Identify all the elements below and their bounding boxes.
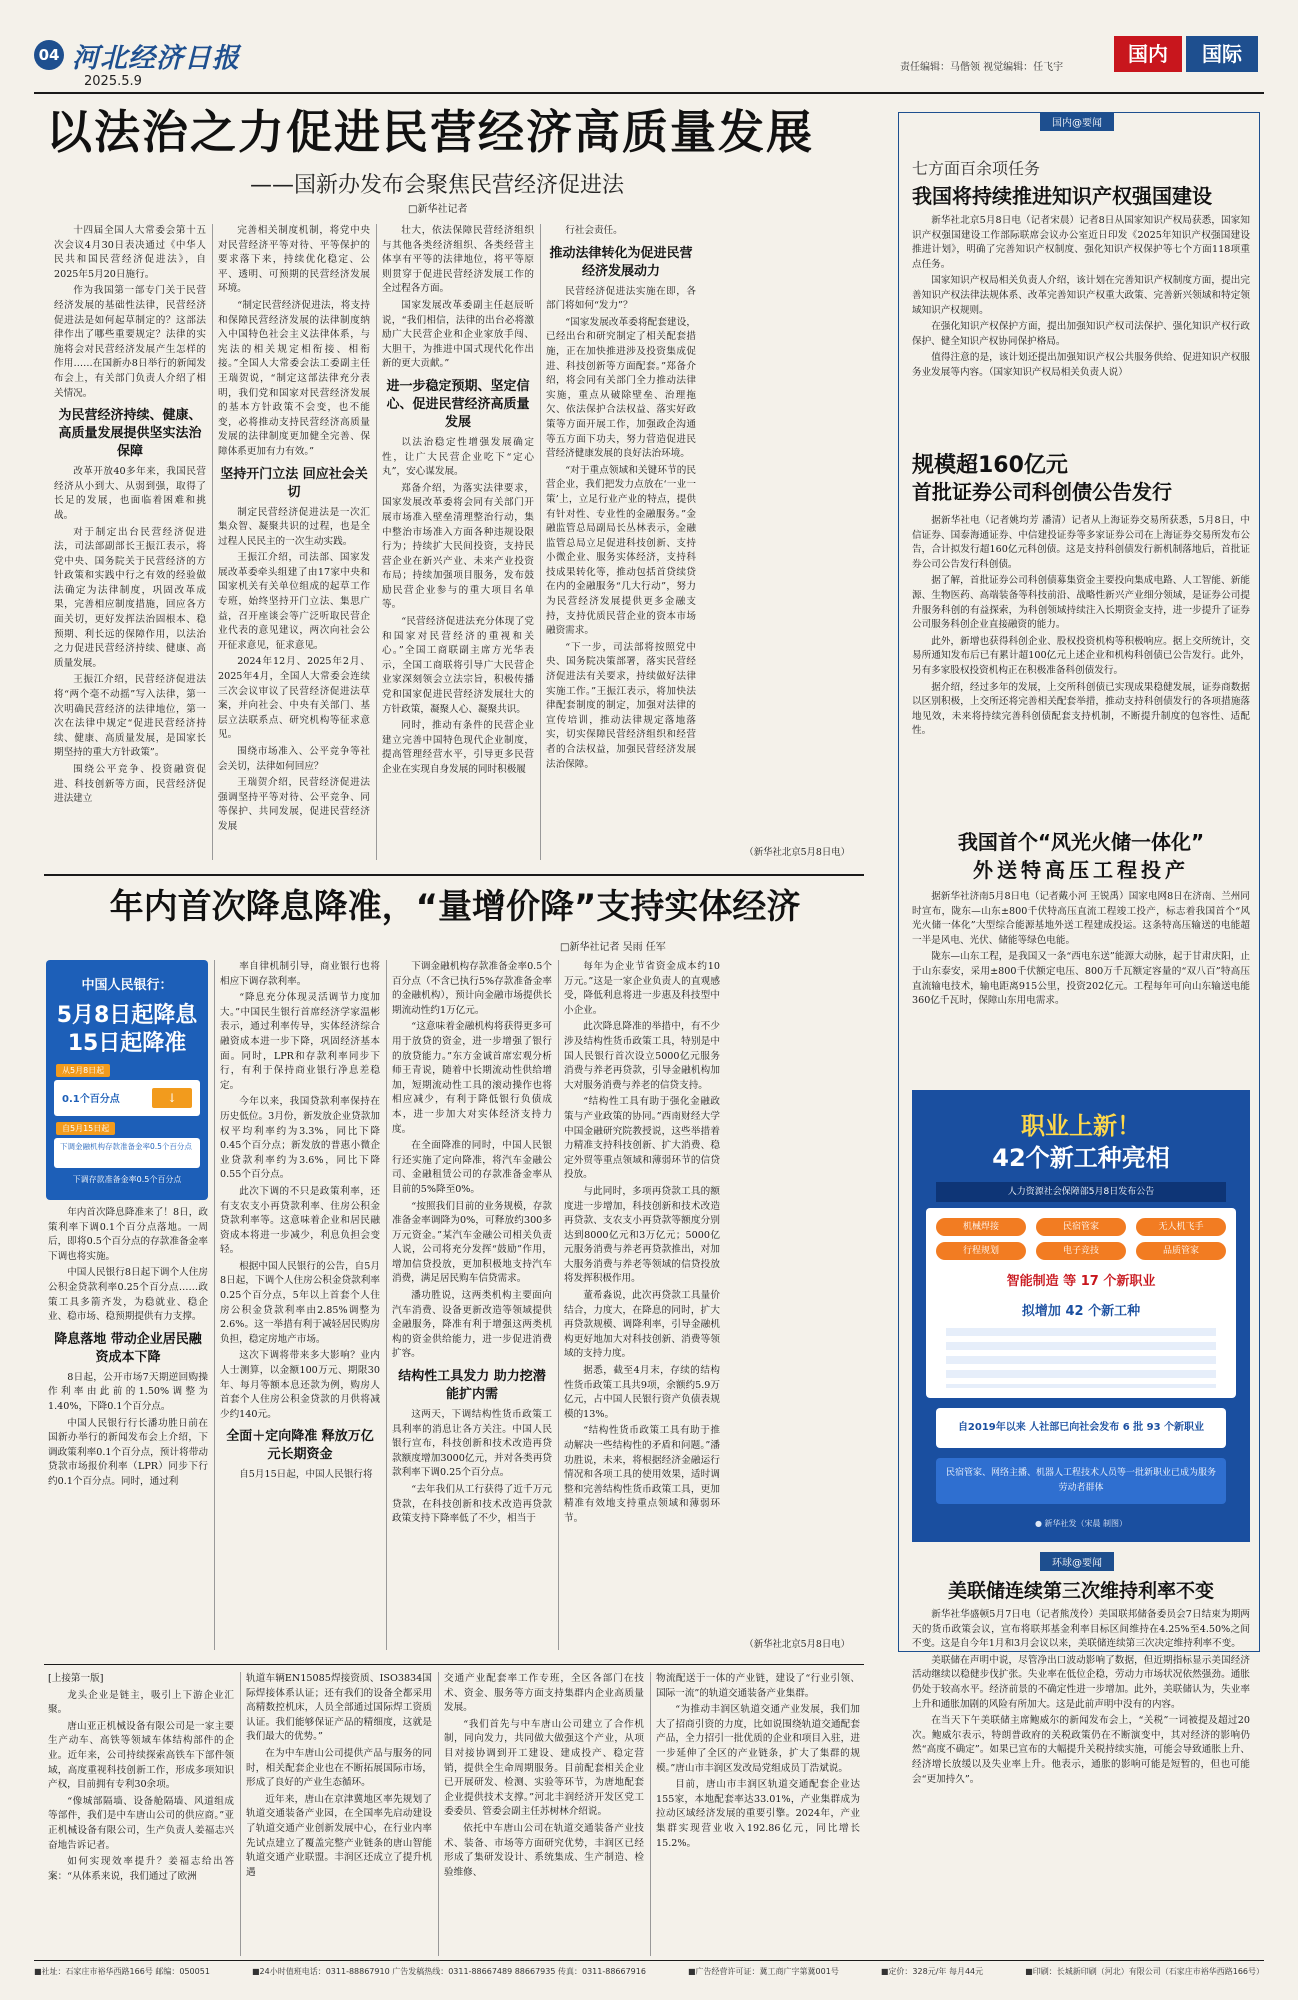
issue-date: 2025.5.9: [84, 74, 142, 89]
graphic-headline-2: 15日起降准: [67, 1031, 187, 1056]
graphic-footer: 下调存款准备金率0.5个百分点: [72, 1175, 182, 1184]
column-divider: [558, 960, 559, 1650]
continued-column-1: [48, 1672, 234, 1956]
lead-paragraph: 民营经济促进法实施在即，各部门将如何“发力”？: [546, 285, 696, 312]
rate-paragraph: “这意味着金融机构将获得更多可用于放贷的资金，进一步增强了银行的放贷能力。”东方金诚首席宏观分析师王青说，随着中长期流动性供给增加，短期流动性工具的滚动操作也将相应减少，有利于降低银行负债成本，进一步加大对实体经济支持力度。: [392, 1021, 552, 1135]
rate-paragraph: 董希淼说，此次再贷款工具量价结合，力度大，在降息的同时，扩大再贷款规模、调降利率，引导金融机构更好地加大对科技创新、消费等领域的支持力度。: [564, 1290, 720, 1360]
lead-paragraph: 行社会责任。: [565, 225, 623, 236]
continued-paragraph: 交通产业配套率工作专班，全区各部门在技术、资金、服务等方面支持集群内企业高质量发展。: [444, 1673, 644, 1714]
lead-paragraph: 国家发展改革委副主任赵辰昕说，“我们相信，法律的出台必将激励广大民营企业和企业家放手闯、大胆干，为推进中国式现代化作出新的更大贡献。”: [382, 299, 534, 370]
poster-panel: [926, 1208, 1236, 1398]
poster-tag: 机械焊接: [936, 1218, 1026, 1236]
continued-column-3: [444, 1672, 644, 1956]
rate-subheading: 降息落地 带动企业居民融资成本下降: [54, 1331, 202, 1365]
lead-subheading: 为民营经济持续、健康、高质量发展提供坚实法治保障: [58, 408, 202, 460]
editors-credit: 责任编辑：马偕领 视觉编辑：任飞宇: [900, 62, 1064, 73]
graphic-panel-2: [54, 1138, 200, 1168]
continued-paragraph: “为推动丰润区轨道交通产业发展，我们加大了招商引资的力度，比如说围绕轨道交通配套产品，全力招引一批优质的企业和项目入驻，进一步延伸了全区的产业链条，扩大了集群的规模。”唐山市丰润区发改局党组成员丁浩斌说。: [656, 1704, 860, 1774]
page-header: [0, 0, 1298, 110]
rate-column-4: [564, 960, 858, 1640]
fed-body: [912, 1608, 1250, 1956]
footer-address: ■社址：石家庄市裕华西路166号 邮编：050051: [34, 1967, 210, 1976]
rate-column-1: [48, 1206, 208, 1652]
lead-paragraph: 完善相关制度机制，将党中央对民营经济平等对待、平等保护的要求落下来，持续优化稳定、公平、透明、可预期的民营经济发展环境。: [218, 225, 370, 295]
continued-paragraph: 如何实现效率提升？姜福志给出答案：“从体系来说，我们通过了欧洲: [48, 1856, 234, 1882]
rate-paragraph: “结构性货币政策工具有助于推动解决一些结构性的矛盾和问题。”潘功胜说，未来，将根据经济金融运行情况和各项工具的使用效果，适时调整和完善结构性货币政策工具，更加精准有效地支持重点领域和薄弱环节。: [564, 1425, 720, 1524]
lead-paragraph: 围绕市场准入、公平竞争等社会关切，法律如何回应？: [218, 746, 370, 772]
lead-paragraph: 王瑞贺介绍，民营经济促进法强调坚持平等对待、公平竞争、同等保护、共同发展，促进民营经济发展: [218, 777, 370, 832]
rate-paragraph: 此次下调的不只是政策利率，还有支农支小再贷款利率、住房公积金贷款利率等。这意味着企业和居民融资成本将进一步减少，利息负担会变轻。: [220, 1185, 380, 1256]
rate-paragraph: 中国人民银行8日起下调个人住房公积金贷款利率0.25个百分点……政策工具多箭齐发，为稳就业、稳企业、稳市场、稳预期提供有力支撑。: [48, 1267, 208, 1323]
rate-dateline: （新华社北京5月8日电）: [744, 1639, 850, 1650]
continued-paragraph: 目前，唐山市丰润区轨道交通配套企业达155家，本地配套率达33.01%，产业集群成为拉动区域经济发展的重要引擎。2024年，产业集群实现营业收入192.86亿元，同比增长15.2%。: [656, 1779, 860, 1849]
column-divider: [540, 224, 541, 860]
poster-tag: 民宿管家: [1036, 1218, 1126, 1236]
lead-paragraph: 壮大，依法保障民营经济组织与其他各类经济组织、各类经营主体享有平等的法律地位，将平等原则贯穿于促进民营经济发展工作的全过程各方面。: [382, 225, 534, 295]
graphic-panel-text: 0.1个百分点: [62, 1094, 120, 1105]
continued-paragraph: [上接第一版]: [48, 1673, 104, 1684]
rate-paragraph: 据悉，截至4月末，存续的结构性货币政策工具共9项，余额约5.9万亿元，占中国人民银行资产负债表规模的13%。: [564, 1365, 720, 1420]
lead-subheading: 推动法律转化为促进民营经济发展动力: [549, 245, 693, 279]
rate-subheading: 结构性工具发力 助力挖潜能扩内需: [398, 1369, 546, 1403]
lead-paragraph: 十四届全国人大常委会第十五次会议4月30日表决通过《中华人民共和国民营经济促进法》，自2025年5月20日施行。: [54, 225, 206, 280]
rate-headline: 年内首次降息降准，“量增价降”支持实体经济: [109, 887, 801, 927]
lead-paragraph: 2024年12月、2025年2月、2025年4月，全国人大常委会连续三次会议审议了民营经济促进法草案，并向社会、中央有关部门、基层立法联系点、研究机构等征求意见。: [218, 656, 370, 741]
rate-paragraph: “降息充分体现灵活调节力度加大。”中国民生银行首席经济学家温彬表示，通过利率传导，实体经济综合融资成本进一步下降，巩固经济基本面。同时，LPR和存款利率同步下行，有利于保持商业银行净息差稳定。: [220, 992, 380, 1091]
poster-tag: 电子竞技: [1036, 1242, 1126, 1260]
lead-paragraph: 以法治稳定性增强发展确定性，让广大民营企业吃下“定心丸”，安心谋发展。: [382, 436, 534, 478]
continued-column-2: [246, 1672, 432, 1956]
continued-column-4: [656, 1672, 860, 1956]
lead-paragraph: “对于重点领域和关键环节的民营企业，我们把发力点放在‘一业一策’上，立足行业产业的特点，提供有针对性、专业性的金融服务。”金融监管总局副局长丛林表示，金融监管总局立足促进科技创新、支持小微企业、服务实体经济，支持科技成果转化等，推动包括首贷续贷在内的金融服务“几大行动”，努力为民营经济发展提供更多金融支持，支持优质民营企业的资本市场融资需求。: [546, 464, 696, 637]
lead-paragraph: 王振江介绍，民营经济促进法将“两个毫不动摇”写入法律，第一次明确民营经济的法律地位，第一次在法律中规定“促进民营经济持续、健康、高质量发展，是国家长期坚持的重大方针政策”。: [54, 674, 206, 759]
poster-title-1: 职业上新！: [1021, 1112, 1141, 1140]
poster-line-4: 民宿管家、网络主播、机器人工程技术人员等一批新职业已成为服务劳动者群体: [936, 1458, 1226, 1504]
continued-paragraph: 依托中车唐山公司在轨道交通装备产业技术、装备、市场等方面研究优势，丰润区已经形成了集研发设计、系统集成、生产制造、检验维修、: [444, 1822, 644, 1878]
fed-paragraph: 美联储在声明中说，尽管净出口波动影响了数据，但近期指标显示美国经济活动继续以稳健步伐扩张。失业率在低位企稳，劳动力市场状况依然强劲。通胀仍处于较高水平。经济前景的不确定性进一步增加。此外，美联储认为，失业率上升和通胀加剧的风险有所加大。这是此前声明中没有的内容。: [912, 1654, 1250, 1710]
rate-paragraph: 年内首次降息降准来了！8日，政策利率下调0.1个百分点落地。一周后，即将0.5个百分点的存款准备金率下调也将实施。: [48, 1207, 208, 1262]
graphic-tag-2: 自5月15日起: [56, 1122, 115, 1135]
footer-price: ■定价：328元/年 每月44元: [880, 1967, 984, 1976]
column-divider: [214, 960, 215, 1650]
column-divider: [240, 1672, 241, 1956]
tag-domestic-news: 国内@要闻: [1040, 112, 1114, 131]
lead-column-3: [382, 224, 534, 864]
rate-byline: □新华社记者 吴雨 任军: [560, 942, 666, 953]
rate-paragraph: “去年我们从工行获得了近千万元贷款，在科技创新和技术改造再贷款政策支持下降率低了不少，相当于: [392, 1484, 552, 1525]
power-body: [912, 890, 1250, 1076]
column-divider: [386, 960, 387, 1650]
tag-global-news: 环球@要闻: [1040, 1552, 1114, 1571]
lead-column-1: [54, 224, 206, 864]
lead-paragraph: “国家发展改革委将配套建设，已经出台和研究制定了相关配套措施，正在加快推进涉及投资集成促进、科技创新等方面配套。”郑备介绍，将会同有关部门全力推动法律实施，重点从破除壁垒、治理拖欠、依法保护合法权益、落实好政策等方面开展工作，加强政企沟通等五方面下功夫，努力营造促进民营经济健康发展的良好法治环境。: [546, 316, 696, 460]
rate-paragraph: 中国人民银行行长潘功胜日前在国新办举行的新闻发布会上介绍，下调政策利率0.1个百分点，预计将带动贷款市场报价利率（LPR）同步下行约0.1个百分点。同时，通过利: [48, 1417, 208, 1487]
graphic-panel-1: [54, 1080, 200, 1116]
rate-subheading: 全面＋定向降准 释放万亿元长期资金: [226, 1429, 374, 1463]
lead-paragraph: “下一步，司法部将按照党中央、国务院决策部署，落实民营经济促进法有关要求，持续做好法律实施工作。”王振江表示，将加快法律配套制度的制定，加强对法律的宣传培训，推动法律规定落地落实，切实保障民营经济组织和经营者的合法权益，加强民营经济发展法治保障。: [546, 641, 696, 770]
securities-paragraph: 据介绍，经过多年的发展，上交所科创债已实现成果稳健发展，证券商数据以区别积极，上交所还将完善相关配套举措，推动支持科创债发行的各项措施落地见效，未来将持续完善科创债配套支持机制，不断提升制度的包容性、适配性。: [912, 681, 1250, 737]
graphic-title: 中国人民银行：: [81, 978, 173, 993]
rate-paragraph: 此次降息降准的举措中，有不少涉及结构性货币政策工具，特别是中国人民银行首次设立5000亿元服务消费与养老再贷款，引导金融机构加大对服务消费与养老的信贷支持。: [564, 1021, 720, 1091]
page-footer: [34, 1966, 1264, 1986]
lead-paragraph: “制定民营经济促进法，将支持和保障民营经济发展的法律制度纳入中国特色社会主义法律体系，与宪法的相关规定相衔接、相衔接。”全国人大常委会法工委副主任王瑞贺说，“制定这部法律充分表明，我们党和国家对民营经济发展的基本方针政策不会变，也不能变，必将推动支持民营经济高质量发展的法律制度更加健全完善、保障体系更加有力有效。”: [218, 299, 370, 457]
rate-paragraph: 率自律机制引导，商业银行也将相应下调存款利率。: [220, 961, 380, 987]
graphic-panel-text: 下调金融机构存款准备金率0.5个百分点: [60, 1142, 192, 1151]
poster-line-2: 拟增加 42 个新工种: [1021, 1304, 1141, 1319]
securities-body: [912, 514, 1250, 808]
rate-paragraph: 根据中国人民银行的公告，自5月8日起，下调个人住房公积金贷款利率0.25个百分点，5年以上首套个人住房公积金贷款利率由2.85%调整为2.6%。这一举措有利于减轻居民购房负担，稳定房地产市场。: [220, 1260, 380, 1345]
graphic-headline-1: 5月8日起降息: [56, 1003, 198, 1028]
poster-subtitle: 人力资源社会保障部5月8日发布公告: [936, 1182, 1226, 1202]
lead-subheading: 坚持开门立法 回应社会关切: [220, 466, 368, 500]
poster-title-2: 42个新工种亮相: [992, 1144, 1170, 1172]
securities-paragraph: 据了解，首批证券公司科创债募集资金主要投向集成电路、人工智能、新能源、生物医药、高端装备等科技前沿、战略性新兴产业细分领域，是证券公司提升服务科创的有益探索，为科创领域持续注入长期资金支持，进一步提升了证券公司服务科创企业直接融资的能力。: [912, 575, 1250, 631]
rate-paragraph: 潘功胜说，这两类机构主要面向汽车消费、设备更新改造等领域提供金融服务，降准有利于增强这两类机构的资金供给能力，进一步促进消费扩容。: [392, 1290, 552, 1360]
lead-column-2: [218, 224, 370, 864]
continued-paragraph: 近年来，唐山在京津冀地区率先规划了轨道交通装备产业园，在全国率先启动建设了轨道交通产业创新发展中心，在行业内率先试点建立了覆盖完整产业链条的唐山智能轨道交通产业联盟。丰润区还成立了提升机遇: [246, 1793, 432, 1878]
ip-paragraph: 在强化知识产权保护方面，提出加强知识产权司法保护、强化知识产权行政保护、健全知识产权协同保护格局。: [912, 321, 1250, 347]
ip-headline: 我国将持续推进知识产权强国建设: [912, 184, 1212, 208]
power-paragraph: 据新华社济南5月8日电（记者戴小河 王锐禹）国家电网8日在济南、兰州同时宣布，陇东—山东±800千伏特高压直流工程竣工投产，标志着我国首个“风光火储一体化”大型综合能源基地外送工程建成投运。这条特高压输送的电能超一半是风电、光伏、储能等绿色电能。: [912, 891, 1250, 946]
continued-paragraph: 轨道车辆EN15085焊接资质、ISO3834国际焊接体系认证；还有我们的设备全都采用高精数控机床，人员全部通过国际焊工资质认证。我们能够保证产品的精细度，这就是我们最大的优势。”: [246, 1673, 432, 1743]
rate-paragraph: 这两天，下调结构性货币政策工具利率的消息让各方关注。中国人民银行宣布，科技创新和技术改造再贷款额度增加3000亿元，并对各类再贷款利率下调0.25个百分点。: [392, 1409, 552, 1479]
lead-byline: □新华社记者: [408, 204, 468, 215]
power-headline-2: 外送特高压工程投产: [973, 858, 1189, 882]
poster-footer: ● 新华社发（宋晨 制图）: [1034, 1519, 1128, 1528]
header-rule: [34, 92, 1264, 94]
securities-paragraph: 此外，新增也获得科创企业、股权投资机构等积极响应。据上交所统计，交易所通知发布后已有累计超100亿元上述企业和机构科创债已公告发行。此外，另有多家股权投资机构正在积极准备科创债发行。: [912, 635, 1250, 676]
ip-paragraph: 新华社北京5月8日电（记者宋晨）记者8日从国家知识产权局获悉，国家知识产权强国建设工作部际联席会议办公室近日印发《2025年知识产权强国建设推进计划》，明确了完善知识产权制度、强化知识产权保护等七个方面118项重点任务。: [912, 215, 1250, 270]
poster-line-3: 自2019年以来 人社部已向社会发布 6 批 93 个新职业: [936, 1408, 1226, 1448]
lead-paragraph: 郑备介绍，为落实法律要求，国家发展改革委将会同有关部门开展市场准入壁垒清理整治行动，集中整治市场准入方面各种违规设限行为；持续扩大民间投资，支持民营企业在新兴产业、未来产业投资布局；持续加强项目服务，发布鼓励民营企业参与的重大项目名单等。: [382, 482, 534, 611]
footer-printer: ■印刷：长城新印刷（河北）有限公司（石家庄市裕华西路166号）: [1025, 1967, 1264, 1976]
rate-column-2: [220, 960, 380, 1652]
fed-headline: 美联储连续第三次维持利率不变: [947, 1580, 1214, 1602]
poster-tag: 无人机飞手: [1136, 1218, 1226, 1236]
rate-paragraph: 这次下调将带来多大影响？业内人士测算，以金额100万元、期限30年、每月等额本息还款为例，购房人首套个人住房公积金贷款的月供将减少约140元。: [220, 1350, 380, 1420]
fed-paragraph: 新华社华盛顿5月7日电（记者熊茂伶）美国联邦储备委员会7日结束为期两天的货币政策会议，宣布将联邦基金利率目标区间维持在4.25%至4.50%之间不变。这是自今年1月和3月会议以来，美联储连续第三次决定维持利率不变。: [912, 1609, 1250, 1650]
poster-tag: 品质管家: [1136, 1242, 1226, 1260]
section-rule: [44, 874, 864, 876]
securities-headline-1: 规模超160亿元: [912, 453, 1068, 478]
rate-column-3: [392, 960, 552, 1652]
poster-line-1: 智能制造 等 17 个新职业: [1006, 1274, 1156, 1289]
lead-column-4: [546, 224, 858, 864]
ip-kicker: 七方面百余项任务: [912, 159, 1041, 178]
lead-subhead: ——国新办发布会聚焦民营经济促进法: [250, 173, 625, 198]
graphic-tag-1: 从5月8日起: [56, 1064, 110, 1077]
lead-paragraph: 对于制定出台民营经济促进法，司法部副部长王振江表示，将党中央、国务院关于民营经济的方针政策和实践中行之有效的经验做法确定为法律制度，巩固改革成果，完善相应制度措施，回应各方面关切，更好发挥法治固根本、稳预期、利长远的保障作用，以法治之力促进民营经济持续、健康、高质量发展。: [54, 526, 206, 669]
rate-paragraph: 与此同时，多项再贷款工具的额度进一步增加，科技创新和技术改造再贷款、支农支小再贷款等额度分别达到8000亿元和3万亿元；5000亿元服务消费与养老再贷款推出，对加大服务消费与养老等领域的信贷投放将发挥积极作用。: [564, 1185, 720, 1285]
lead-paragraph: “民营经济促进法充分体现了党和国家对民营经济的重视和关心。”全国工商联副主席方光华表示，全国工商联将引导广大民营企业家深刻领会立法宗旨，积极传播党和国家促进民营经济发展壮大的方针政策，凝聚人心、凝聚共识。: [382, 616, 534, 715]
lead-paragraph: 改革开放40多年来，我国民营经济从小到大、从弱到强，取得了长足的发展，也面临着困难和挑战。: [54, 466, 206, 521]
section-domestic: 国内: [1114, 36, 1182, 72]
page-number-badge: 04: [34, 40, 64, 70]
power-paragraph: 陇东—山东工程，是我国又一条“西电东送”能源大动脉，起于甘肃庆阳，止于山东泰安，采用±800千伏额定电压、800万千瓦额定容量的“双八百”特高压直流输电技术，输电距离915公里，投资202亿元。工程每年可向山东输送电能360亿千瓦时，保障山东用电需求。: [912, 951, 1250, 1007]
column-divider: [650, 1672, 651, 1956]
lead-paragraph: 围绕公平竞争、投资融资促进、科技创新等方面，民营经济促进法建立: [54, 764, 206, 805]
ip-body: [912, 214, 1250, 440]
rate-paragraph: 今年以来，我国贷款利率保持在历史低位。3月份，新发放企业贷款加权平均利率约为3.3%，同比下降0.45个百分点；新发放的普惠小微企业贷款利率约为3.6%，同比下降0.55个百分点。: [220, 1096, 380, 1181]
rate-paragraph: “结构性工具有助于强化金融政策与产业政策的协同。”西南财经大学中国金融研究院教授说，这些举措着力精准支持科技创新、扩大消费、稳定外贸等重点领域和薄弱环节的信贷投放。: [564, 1096, 720, 1181]
paper-name: 河北经济日报: [72, 43, 240, 74]
lead-paragraph: 王振江介绍，司法部、国家发展改革委牵头组建了由17家中央和国家机关有关单位组成的起草工作专班，始终坚持开门立法、集思广益，召开座谈会等广泛听取民营企业代表的意见建议，两次向社会公开征求意见，征求意见。: [218, 552, 370, 651]
fed-paragraph: 在当天下午美联储主席鲍威尔的新闻发布会上，“关税”一词被提及超过20次。鲍威尔表示，特朗普政府的关税政策仍在不断演变中，其对经济的影响仍然“高度不确定”。如果已宣布的大幅提升关税持续实施，可能会导致通胀上升、经济增长放缓以及失业率上升。他表示，通胀的影响可能是短暂的，但也可能会“更加持久”。: [912, 1715, 1250, 1785]
poster-bars: [946, 1328, 1216, 1388]
securities-paragraph: 据新华社电（记者姚均芳 潘清）记者从上海证券交易所获悉，5月8日，中信证券、国泰海通证券、中信建投证券等多家证券公司在上海证券交易所发布公告，合计拟发行超160亿元科创债。这是支持科创债发行新机制落地后，首批证券公司公告发行科创债。: [912, 515, 1250, 570]
column-divider: [438, 1672, 439, 1956]
poster-tag: 行程规划: [936, 1242, 1026, 1260]
footer-phone: ■24小时值班电话：0311-88867910 广告发稿热线：0311-88667489 88667935 传真：0311-88667916: [251, 1967, 646, 1976]
lead-paragraph: 同时，推动有条件的民营企业建立完善中国特色现代企业制度，提高管理经营水平，引导更多民营企业在实现自身发展的同时积极履: [382, 720, 534, 775]
rate-paragraph: 下调金融机构存款准备金率0.5个百分点（不含已执行5%存款准备金率的金融机构），预计向金融市场提供长期流动性约1万亿元。: [392, 961, 552, 1016]
continued-paragraph: “我们首先与中车唐山公司建立了合作机制，同向发力，共同做大做强这个产业，从项目对接协调到开工建设、建成投产、稳定营销，提供全生命周期服务。目前配套相关企业已开展研发、检测、实验等环节，为唐地配套企业提供技术支撑。”河北丰润经济开发区党工委委员、管委会副主任苏树林介绍说。: [444, 1718, 644, 1818]
footer-rule: [34, 1960, 1264, 1961]
new-occupations-poster: [912, 1090, 1250, 1542]
section-international: 国际: [1186, 36, 1258, 72]
arrow-down-icon: ↓: [152, 1088, 192, 1108]
ip-paragraph: 国家知识产权局相关负责人介绍，该计划在完善知识产权制度方面，提出完善知识产权法律法规体系、改革完善知识产权重大政策、完善新兴领域和特定领域知识产权规则。: [912, 275, 1250, 316]
continued-paragraph: “像城部隔墙、设备舱隔墙、风道组成等部件，我们是中车唐山公司的供应商。”亚正机械设备有限公司，生产负责人姜福志兴奋地告诉记者。: [48, 1795, 234, 1851]
pboc-graphic: [46, 960, 208, 1200]
lead-paragraph: 制定民营经济促进法是一次汇集众智、凝聚共识的过程，也是全过程人民民主的一次生动实践。: [218, 506, 370, 547]
rate-paragraph: “按照我们目前的业务规模，存款准备金率调降为0%，可释放约300多万元资金。”某汽车金融公司相关负责人说，公司将充分发挥“鼓励”作用，增加信贷投放，更加积极地支持汽车消费，满足居民购车信贷需求。: [392, 1200, 552, 1285]
continued-paragraph: 在为中车唐山公司提供产品与服务的同时，相关配套企业也在不断拓展国际市场，形成了良好的产业生态循环。: [246, 1747, 432, 1789]
power-headline-1: 我国首个“风光火储一体化”: [957, 830, 1205, 854]
rate-paragraph: 8日起，公开市场7天期逆回购操作利率由此前的1.50%调整为1.40%，下降0.1个百分点。: [48, 1371, 208, 1412]
continued-paragraph: 物流配送于一体的产业链，建设了“行业引领、国际一流”的轨道交通装备产业集群。: [656, 1673, 860, 1699]
rate-paragraph: 自5月15日起，中国人民银行将: [239, 1469, 373, 1481]
rate-paragraph: 每年为企业节省资金成本约10万元。”这是一家企业负责人的直观感受，降低利息将进一步惠及科技型中小企业。: [564, 961, 720, 1016]
column-divider: [376, 224, 377, 860]
footer-license: ■广告经营许可证：冀工商广字第冀001号: [688, 1967, 839, 1976]
lead-dateline: （新华社北京5月8日电）: [744, 847, 850, 858]
continued-paragraph: 唐山亚正机械设备有限公司是一家主要生产动车、高铁等领域车体结构部件的企业。近年来，公司持续探索高铁车下部件领域，高度重视科技创新工作，形成多项知识产权，目前拥有专利30余项。: [48, 1720, 234, 1791]
rate-paragraph: 在全面降准的同时，中国人民银行还实施了定向降准，将汽车金融公司、金融租赁公司的存款准备金率从目前的5%降至0%。: [392, 1140, 552, 1195]
lead-paragraph: 作为我国第一部专门关于民营经济发展的基础性法律，民营经济促进法是如何起草制定的？这部法律作出了哪些重要规定？法律的实施将会对民营经济发展产生怎样的作用……在国新办8日举行的新闻发布会上，有关部门负责人介绍了相关情况。: [54, 285, 206, 399]
column-divider: [212, 224, 213, 860]
ip-paragraph: 值得注意的是，该计划还提出加强知识产权公共服务供给、促进知识产权服务业发展等内容。（国家知识产权局相关负责人说）: [912, 352, 1250, 378]
lead-subheading: 进一步稳定预期、坚定信心、促进民营经济高质量发展: [386, 378, 530, 430]
section-rule: [44, 1664, 864, 1665]
continued-paragraph: 龙头企业是链主，吸引上下游企业汇聚。: [48, 1689, 234, 1716]
lead-headline: 以法治之力促进民营经济高质量发展: [46, 105, 814, 159]
securities-headline-2: 首批证券公司科创债公告发行: [912, 480, 1172, 504]
